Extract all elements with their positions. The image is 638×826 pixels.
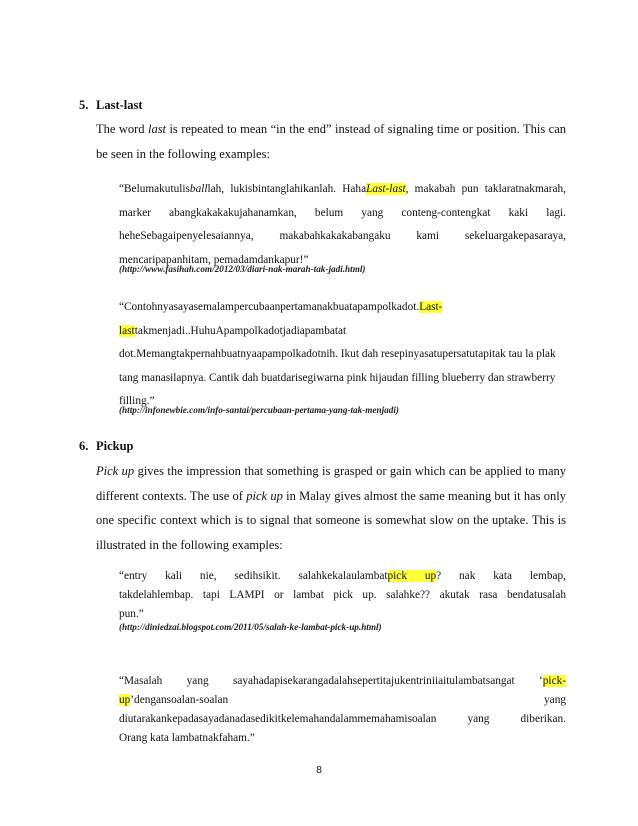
- highlight-last-2: last: [119, 324, 135, 337]
- highlight-last-last: Last-last: [366, 183, 406, 195]
- section-6-title: Pickup: [96, 439, 134, 453]
- quote-1: “Belumakutulisballlah, lukisbintanglahikanlah. HahaLast-last, makabah pun taklaratnakmarah, marker abangkakakakujahanamkan, belum yang conteng-contengkat kaki lagi. heheSebagaipenyelesaiannya, makabahkakakabangaku kami sekeluargakepasaraya, mencaripapanhitam, pemadamdankapur!”: [119, 183, 566, 266]
- section-5-number: 5.: [79, 98, 89, 112]
- term-pick-up-2: pick up: [246, 488, 283, 503]
- quote-2: “Contohnyasayasemalampercubaanpertamanakbuatapampolkadot.Last- lasttakmenjadi..HuhuApampolkadotjadiapambatat dot.Memangtakpernahbuatnyaapampolkadotnih. Ikut dah resepinyasatupersatutapitak tau la plak tang manasilapnya. Cantik dah buatdarisegiwarna pink hijaudan filling blueberry dan strawberry filling.”: [119, 301, 556, 407]
- section-6-heading: [79, 439, 134, 454]
- section-6-intro: Pick up gives the impression that something is grasped or gain which can be applied to many different contexts. The use of pick up in Malay gives almost the same meaning but it has only one specific context which is to signal that someone is somewhat slow on the uptake. This is illustrated in the following examples:: [96, 464, 566, 552]
- source-link-2[interactable]: (http://infonewbie.com/info-santai/percubaan-pertama-yang-tak-menjadi): [119, 405, 399, 415]
- highlight-pick-up: pick up: [387, 570, 437, 582]
- section-5-heading: [79, 98, 143, 113]
- section-5-intro: The word last is repeated to mean “in the end” instead of signaling time or position. This can be seen in the following examples:: [96, 122, 566, 161]
- page-number: 8: [316, 764, 322, 776]
- quote-3: “entry kali nie, sedihsikit. salahkekalaulambatpick up? nak kata lembap, takdelahlembap. tapi LAMPI or lambat pick up. salahke?? akutak rasa bendatusalah pun.”: [119, 570, 566, 620]
- source-link-1[interactable]: (http://www.fasihah.com/2012/03/diari-nak-marah-tak-jadi.html): [119, 264, 366, 274]
- section-5-title: Last-last: [96, 98, 143, 112]
- highlight-last-1: Last-: [419, 301, 443, 313]
- term-last: last: [147, 122, 167, 136]
- source-link-3[interactable]: (http://diniedzai.blogspot.com/2011/05/salah-ke-lambat-pick-up.html): [119, 622, 382, 632]
- section-6-number: 6.: [79, 439, 89, 453]
- quote-4: “Masalah yang sayahadapisekarangadalahsepertitajukentriniiaitulambatsangat ‘pick- up’dengansoalan-soalan yang diutarakankepadasayadanadasedikitkelemahandalammemahamisoalan yang diberikan. Orang kata lambatnakfaham.”: [119, 675, 566, 744]
- term-pick-up-1: Pick up: [96, 464, 135, 478]
- highlight-pick-1: pick-: [542, 675, 566, 687]
- highlight-up: up: [119, 694, 131, 706]
